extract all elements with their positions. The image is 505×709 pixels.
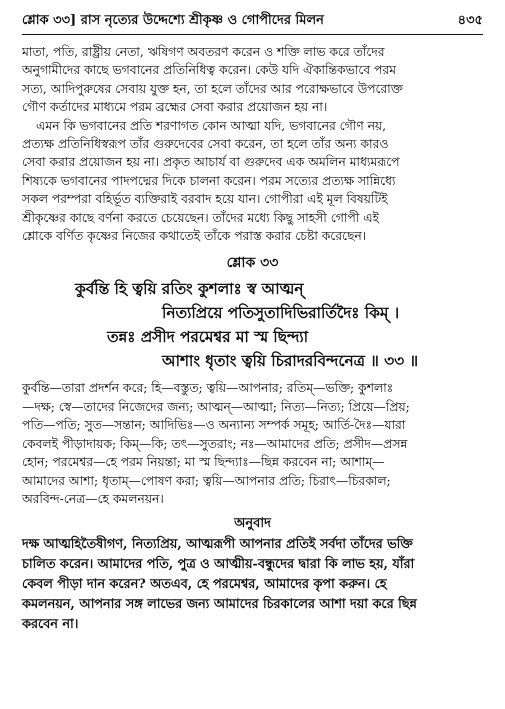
- translation-line: কেবল পীড়া দান করেন? অতএব, হে পরমেশ্বর, আমাদের কৃপা করুন। হে: [22, 577, 387, 593]
- text-line: অনুগামীদের কাছে ভগবানের প্রতিনিধিত্ব করেন। কেউ যদি ঐকান্তিকভাবে পরম: [22, 63, 396, 78]
- synonyms-line: আমাদের আশা; ধৃতাম্—পোষণ করা; ত্বয়ি—আপনার প্রতি; চিরাৎ—চিরকাল;: [22, 473, 391, 488]
- verse-heading: শ্লোক ৩৩: [226, 255, 279, 272]
- sanskrit-verse: [22, 277, 483, 373]
- translation-section: [22, 535, 483, 635]
- synonyms-line: পতি—পতি; সুত—সন্তান; আদিভিঃ—ও অন্যান্য সম্পর্ক সমূহ; আর্তি-দৈঃ—যারা: [22, 418, 406, 433]
- verse-line: কুর্বন্তি হি ত্বয়ি রতিং কুশলাঃ স্ব আত্মন্: [75, 280, 304, 299]
- verse-line: নিত্যপ্রিয়ে পতিসুতাদিভিরার্তিদৈঃ কিম্ ।: [162, 304, 400, 323]
- synonyms-section: [22, 379, 483, 508]
- text-line: শিষ্যকে ভগবানের পাদপদ্মের দিকে চালনা করেন। পরম সত্যের প্রত্যক্ষ সান্নিধ্যে: [22, 173, 396, 188]
- text-line: প্রত্যক্ষ প্রতিনিধিস্বরূপ তাঁর গুরুদেবের সেবা করেন, তা হলে তাঁর অন্য কারও: [22, 137, 389, 152]
- synonyms-line: কুর্বন্তি—তারা প্রদর্শন করে; হি—বস্তুত; ত্বয়ি—আপনার; রতিম্—ভক্তি; কুশলাঃ: [22, 381, 394, 396]
- synonyms-line: —দক্ষ; স্বে—তাদের নিজেদের জন্য; আত্মন্—আত্মা; নিত্য—নিত্য; প্রিয়ে—প্রিয়;: [22, 399, 410, 414]
- synonyms-line: অরবিন্দ-নেত্র—হে কমলনয়ন।: [22, 491, 164, 506]
- running-header: [22, 10, 483, 32]
- synonyms-line: হোন; পরমেশ্বর—হে পরম নিয়ন্তা; মা স্ম ছিন্দ্যাঃ—ছিন্ন করবেন না; আশাম্—: [22, 455, 385, 470]
- translation-line: চালিত করেন। আমাদের পতি, পুত্র ও আত্মীয়-বন্ধুদের দ্বারা কি লাভ হয়, যাঁরা: [22, 557, 415, 573]
- translation-line: কমলনয়ন, আপনার সঙ্গ লাভের জন্য আমাদের চিরকালের আশা দয়া করে ছিন্ন: [22, 597, 417, 613]
- text-line: গৌণ কর্তাদের মাধ্যমে পরম ব্রহ্মের সেবা করার প্রয়োজন হয় না।: [22, 100, 328, 115]
- translation-line: করবেন না।: [22, 617, 79, 633]
- text-line: সকল পরম্পরা বহির্ভূত ব্যক্তিরাই বরবাদ হয়ে যান। গোপীরা এই মূল বিষয়টিই: [22, 192, 388, 207]
- text-line: শ্রীকৃষ্ণের কাছে বর্ণনা করতে চেয়েছেন। তাঁদের মধ্যে কিছু সাহসী গোপী এই: [22, 210, 379, 225]
- text-line: সত্য, আদিপুরুষের সেবায় যুক্ত হন, তা হলে তাঁদের আর পরোক্ষভাবে উপরোক্ত: [22, 81, 403, 96]
- translation-heading: অনুবাদ: [234, 516, 271, 532]
- translation-line: দক্ষ আত্মহিতৈষীগণ, নিত্যপ্রিয়, আত্মরূপী আপনার প্রতিই সর্বদা তাঁদের ভক্তি: [22, 537, 413, 553]
- text-line: এমন কি ভগবানের প্রতি শরণাগত কোন আত্মা যদি, ভগবানের গৌণ নয়,: [36, 118, 387, 133]
- verse-line: তন্নঃ প্রসীদ পরমেশ্বর মা স্ম ছিন্দ্যা: [107, 328, 309, 347]
- page-number: ৪৩৫: [457, 13, 483, 28]
- text-line: মাতা, পতি, রাষ্ট্রীয় নেতা, ঋষিগণ অবতরণ করেন ও শক্তি লাভ করে তাঁদের: [22, 45, 385, 59]
- header-rule: [22, 34, 483, 35]
- synonyms-line: কেবলই পীড়াদায়ক; কিম্—কি; তৎ—সুতরাং; নঃ—আমাদের প্রতি; প্রসীদ—প্রসন্ন: [22, 436, 408, 451]
- purport-paragraph-1: [22, 43, 483, 117]
- verse-line: আশাং ধৃতাং ত্বয়ি চিরাদরবিন্দনেত্র ॥ ৩৩ ॥: [162, 352, 419, 371]
- purport-paragraph-2: [22, 117, 483, 246]
- text-line: সেবা করার প্রয়োজন হয় না। প্রকৃত আচার্য বা গুরুদেব এক অমলিন মাধ্যমরূপে: [22, 155, 400, 170]
- text-line: শ্লোকে বর্ণিত কৃষ্ণের নিজের কথাতেই তাঁকে পরাস্ত করার চেষ্টা করেছেন।: [22, 229, 367, 244]
- running-header-title: শ্লোক ৩৩] রাস নৃত্যের উদ্দেশ্যে শ্রীকৃষ্ণ ও গোপীদের মিলন: [22, 13, 324, 28]
